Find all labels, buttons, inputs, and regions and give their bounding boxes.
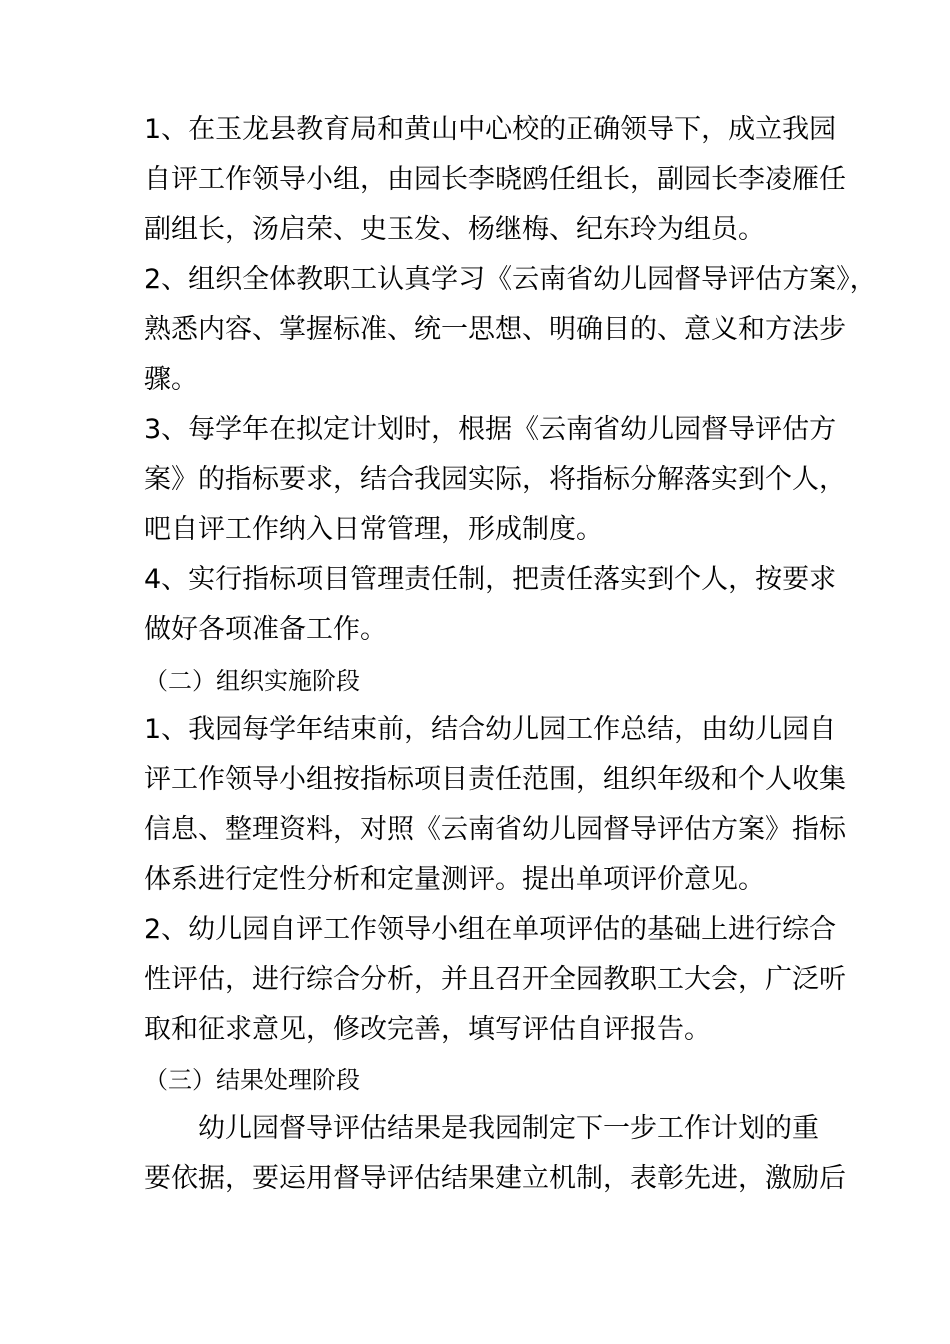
para6-line2: 性评估，进行综合分析，并且召开全园教职工大会，广泛听 xyxy=(144,964,846,995)
para3-line1: 3、每学年在拟定计划时，根据《云南省幼儿园督导评估方 xyxy=(144,414,837,445)
para5-line2: 评工作领导小组按指标项目责任范围，组织年级和个人收集 xyxy=(144,764,846,795)
para7-line2: 要依据，要运用督导评估结果建立机制，表彰先进，激励后 xyxy=(144,1163,846,1194)
para4-line1: 4、实行指标项目管理责任制，把责任落实到个人，按要求 xyxy=(144,564,837,595)
para3-line3: 吧自评工作纳入日常管理，形成制度。 xyxy=(144,514,603,545)
para6-line1: 2、幼儿园自评工作领导小组在单项评估的基础上进行综合 xyxy=(144,914,837,945)
para1-line1: 1、在玉龙县教育局和黄山中心校的正确领导下，成立我园 xyxy=(144,114,837,145)
section-heading-results: （三）结果处理阶段 xyxy=(144,1066,360,1094)
section-heading-implementation: （二）组织实施阶段 xyxy=(144,667,360,695)
para5-line1: 1、我园每学年结束前，结合幼儿园工作总结，由幼儿园自 xyxy=(144,714,837,745)
para5-line4: 体系进行定性分析和定量测评。提出单项评价意见。 xyxy=(144,864,765,895)
para2-line2: 熟悉内容、掌握标准、统一思想、明确目的、意义和方法步 xyxy=(144,314,846,345)
para4-line2: 做好各项准备工作。 xyxy=(144,614,387,645)
para5-line3: 信息、整理资料，对照《云南省幼儿园督导评估方案》指标 xyxy=(144,814,846,845)
para1-line2: 自评工作领导小组，由园长李晓鸥任组长，副园长李凌雁任 xyxy=(144,164,846,195)
para3-line2: 案》的指标要求，结合我园实际，将指标分解落实到个人， xyxy=(144,464,846,495)
para7-line1: 幼儿园督导评估结果是我园制定下一步工作计划的重 xyxy=(144,1113,819,1144)
para1-line3: 副组长，汤启荣、史玉发、杨继梅、纪东玲为组员。 xyxy=(144,214,765,245)
para6-line3: 取和征求意见，修改完善，填写评估自评报告。 xyxy=(144,1014,711,1045)
para2-line1: 2、组织全体教职工认真学习《云南省幼儿园督导评估方案》， xyxy=(144,264,877,295)
para2-line3: 骤。 xyxy=(144,364,198,395)
